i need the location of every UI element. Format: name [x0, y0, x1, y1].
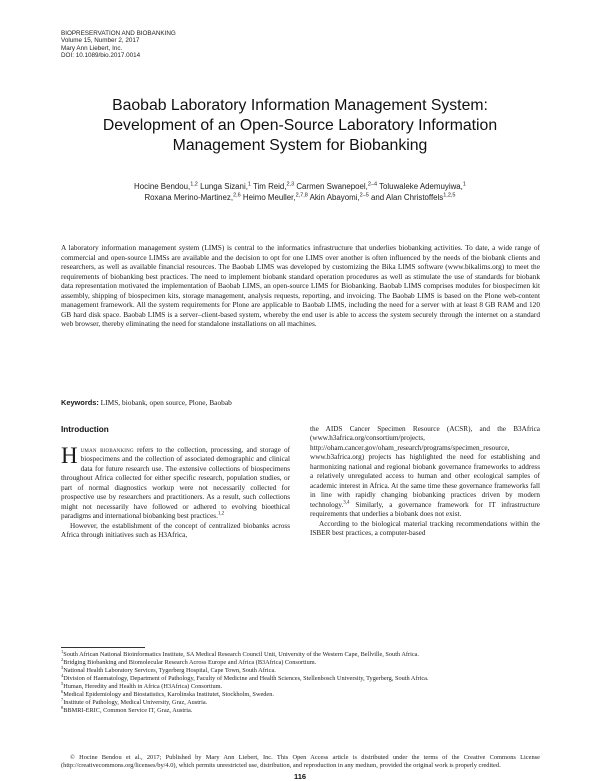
keywords-label: Keywords:	[61, 398, 99, 407]
footnote-text: Medical Epidemiology and Biostatistics, Karolinska Institutet, Stockholm, Sweden.	[63, 691, 274, 699]
author-name: Roxana Merino-Martinez,	[144, 193, 234, 202]
footnote-text: Institute of Pathology, Medical University, Graz, Austria.	[63, 699, 208, 707]
footnote-text: Bridging Biobanking and Biomolecular Research Across Europe and Africa (B3Africa) Consortium.	[63, 659, 317, 667]
abstract: A laboratory information management system (LIMS) is central to the informatics infrastructure that underlies biobanking activities. To date, a wide range of commercial and open-source LIMSs are available and the decision to opt for one LIMS over another is often influenced by the needs of the biobank clients and researchers, as well as available financial resources. The Baobab LIMS was developed by customizing the Bika LIMS software (www.bikalims.org) to meet the requirements of biobanking best practices. The need to implement biobank standard operation procedures as well as stimulate the use of standards for biobank data representation motivated the implementation of Baobab LIMS, an open-source LIMS for Biobanking. Baobab LIMS comprises modules for biospecimen kit assembly, shipping of biospecimen kits, storage management, analysis requests, reporting, and invoicing. The Baobab LIMS is based on the Plone web-content management framework. All the system requirements for Plone are applicable to Baobab LIMS, including the need for a server with at least 8 GB RAM and 120 GB hard disk space. Baobab LIMS is a server–client-based system, whereby the end user is able to access the system securely through the internet on a standard web browser, thereby eliminating the need for standalone installations on all machines.	[61, 243, 540, 329]
body-column-left	[61, 443, 290, 541]
author-affiliation: 1	[462, 181, 466, 188]
footnote	[61, 648, 540, 659]
author-affiliation: 1	[247, 181, 251, 188]
footnote	[61, 656, 540, 667]
body-column-right	[310, 425, 540, 538]
author-list	[60, 181, 540, 203]
author-name: Akin Abayomi,	[307, 193, 360, 202]
section-heading-introduction: Introduction	[61, 425, 109, 434]
author-name: Toluwaleke Ademuyiwa,	[377, 182, 463, 191]
author-name: Tim Reid,	[250, 182, 287, 191]
journal-publisher: Mary Ann Liebert, Inc.	[61, 44, 123, 52]
intro-paragraph-2: However, the establishment of the concept of centralized biobanks across Africa through initiatives such as H3Africa,	[61, 521, 290, 540]
author-line-2	[60, 192, 540, 203]
intro-paragraph-1	[61, 443, 290, 522]
author-affiliation: 2–4	[367, 181, 378, 188]
footnote-number: 6	[61, 689, 64, 695]
footnote-divider	[61, 647, 145, 648]
author-affiliation: 2,7,8	[295, 192, 308, 199]
footnote-text: Division of Haematology, Department of Pathology, Faculty of Medicine and Health Sciences, Stellenbosch University, Tygerberg, South Africa.	[63, 675, 429, 683]
footnote-number: 7	[61, 697, 64, 703]
author-name: and Alan Christoffels	[368, 193, 444, 202]
footnote-number: 1	[61, 648, 64, 654]
right-paragraph-1	[310, 425, 540, 520]
footnote-text: Human, Heredity and Health in Africa (H3Africa) Consortium.	[63, 683, 223, 691]
footnote-number: 4	[61, 673, 64, 679]
footnote-text: National Health Laboratory Services, Tygerberg Hospital, Cape Town, South Africa.	[63, 667, 276, 675]
paper-title	[60, 96, 540, 155]
drop-cap: H	[61, 443, 78, 468]
journal-header	[61, 30, 176, 59]
author-name: Carmen Swanepoel,	[294, 182, 368, 191]
journal-name: BIOPRESERVATION AND BIOBANKING	[61, 30, 176, 37]
footnote	[61, 667, 540, 675]
title-line-2: Development of an Open-Source Laboratory Information	[102, 116, 498, 134]
author-name: Lunga Sizani,	[197, 182, 248, 191]
intro-smallcaps: uman biobanking	[80, 446, 134, 454]
author-affiliation: 2,3	[286, 181, 295, 188]
author-affiliation: 2–5	[359, 192, 369, 199]
footnote	[61, 707, 540, 715]
author-affiliation: 1,2,5	[443, 192, 456, 199]
footnote	[61, 675, 540, 683]
journal-doi: DOI: 10.1089/bio.2017.0014	[61, 51, 141, 59]
journal-volume: Volume 15, Number 2, 2017	[61, 37, 140, 45]
footnote-number: 3	[61, 665, 64, 670]
footnote-text: South African National Bioinformatics Institute, SA Medical Research Council Unit, University of the Western Cape, Bellville, South Africa.	[63, 651, 419, 658]
license-statement: © Hocine Bendou et al., 2017; Published by Mary Ann Liebert, Inc. This Open Access article is distributed under the terms of the Creative Commons License (http://creativecommons.org/licenses/by/4.0), which permits unrestricted use, distribution, and reproduction in any medium, provided the original work is properly credited.	[61, 754, 540, 770]
citation: 3,4	[343, 500, 350, 506]
footnote-number: 5	[61, 681, 64, 687]
author-line-1	[60, 181, 540, 192]
keywords-text: LIMS, biobank, open source, Plone, Baobab	[98, 398, 232, 407]
footnote-number: 8	[61, 705, 64, 711]
right-paragraph-2: According to the biological material tracking recommendations within the ISBER best practices, a computer-based	[310, 519, 540, 537]
keywords	[61, 398, 232, 408]
right-paragraph-1-tail: Similarly, a governance framework for IT infrastructure requirements that underlies a biobank does not exist.	[310, 500, 540, 519]
author-affiliation: 2,6	[233, 192, 241, 199]
affiliation-footnotes	[61, 648, 540, 715]
author-affiliation: 1,2	[190, 181, 198, 188]
footnote-text: BBMRI-ERIC, Common Service IT, Graz, Austria.	[63, 707, 193, 715]
intro-paragraph-1-text: refers to the collection, processing, and storage of biospecimens and the collection of associated demographic and clinical data for future research use. The extensive collections of biospecimens throughout Africa collected for either specific research, population studies, or part of normal diagnostics workup were not necessarily collected for prospective use by researchers and practitioners. As a result, such collections might not necessarily have followed or adhered to evolving bioethical paradigms and international biobanking best practices.	[61, 446, 290, 521]
title-line-1: Baobab Laboratory Information Management System:	[112, 97, 488, 114]
author-name: Heimo Meuller,	[240, 193, 296, 202]
citation: 1,2	[217, 511, 225, 517]
footnote-number: 2	[61, 656, 64, 662]
title-line-3: Management System for Biobanking	[172, 136, 428, 154]
author-name: Hocine Bendou,	[134, 182, 191, 191]
page-number: 116	[293, 772, 307, 781]
right-paragraph-1-text: the AIDS Cancer Specimen Resource (ACSR), and the B3Africa (www.h3africa.org/consortium/projects, http://oham.cancer.gov/oham_research/programs/specimen_resource, www.b3africa.org) projects has highlighted the need for establishing and harmonizing national and regional biobank governance frameworks to address a relatively unregulated access to human and other ecological samples of academic interest in Africa. At the same time these governance frameworks fall in line with rapidly changing biobanking practices driven by modern technology.	[310, 425, 540, 509]
